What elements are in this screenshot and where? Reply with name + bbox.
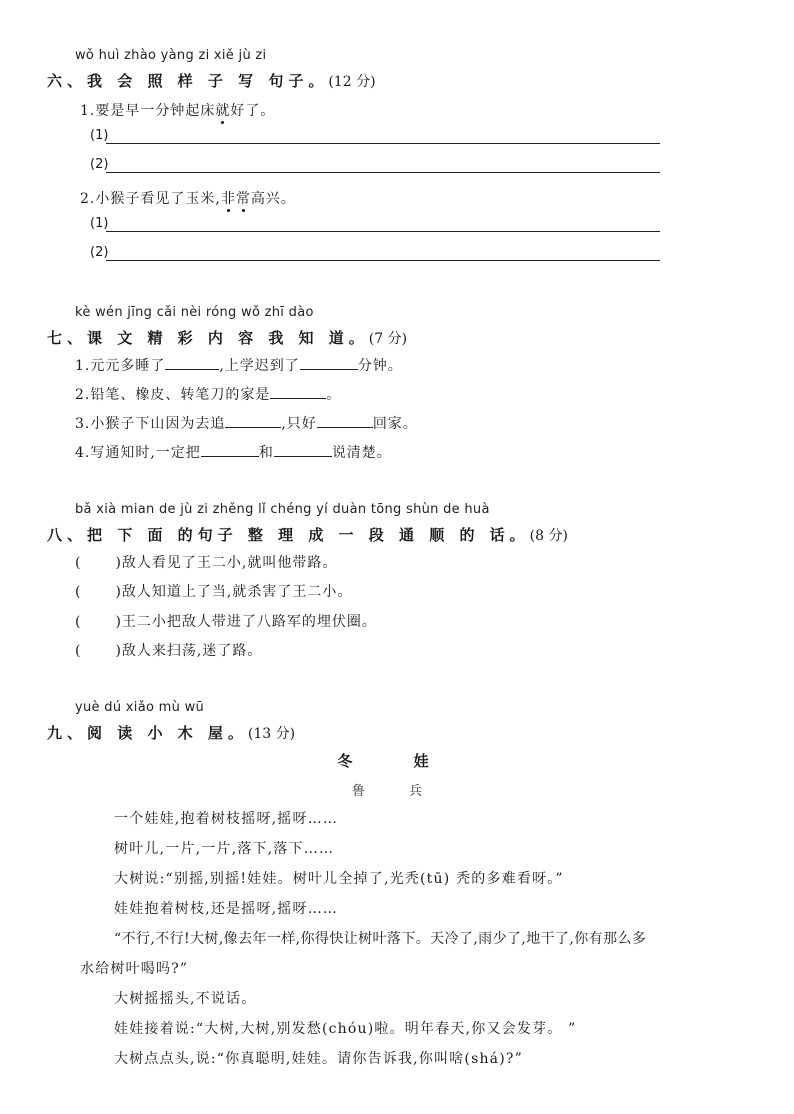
sec7-q3-text-a: 3.小猴子下山因为去追 <box>75 416 226 432</box>
sec6-q1-answer-1[interactable] <box>90 128 660 146</box>
sec7-q2-text-a: 2.铅笔、橡皮、转笔刀的家是 <box>75 387 271 403</box>
answer-line <box>106 260 660 261</box>
sec6-q2-dotted-2: 常 <box>235 191 251 207</box>
sec8-item-text: )敌人知道上了当,就杀害了王二小。 <box>115 584 353 600</box>
fill-blank[interactable] <box>300 357 358 370</box>
sec6-q1-mid: 早一分钟起床 <box>125 103 216 119</box>
sec8-item-text: )敌人看见了王二小,就叫他带路。 <box>115 555 338 571</box>
sec6-q2-answer-2[interactable] <box>90 245 660 263</box>
sec6-q1-post: 好了。 <box>230 103 276 119</box>
sec8-item-1[interactable] <box>75 552 337 572</box>
story-paragraph: 一个娃娃,抱着树枝摇呀,摇呀…… <box>114 811 339 827</box>
sec7-q4-text-c: 说清楚。 <box>331 445 392 461</box>
fill-blank[interactable] <box>225 415 281 428</box>
sec6-q2-post: 高兴。 <box>250 191 296 207</box>
sec7-q4-text-a: 4.写通知时,一定把 <box>75 445 201 461</box>
sec6-q1-answer-2[interactable] <box>90 157 660 175</box>
sec8-item-2[interactable] <box>75 581 352 601</box>
sec6-score: (12 分) <box>328 74 376 90</box>
story-paragraph-continued: 水给树叶喝吗?” <box>80 961 189 977</box>
story-author: 鲁 兵 <box>351 784 443 799</box>
sec6-pinyin: wǒ huì zhào yàng zi xiě jù zi <box>75 48 267 63</box>
fill-blank[interactable] <box>317 415 373 428</box>
sec7-score: (7 分) <box>368 331 408 347</box>
story-paragraph: 大树说:“别摇,别摇!娃娃。树叶儿全掉了,光秃(tū) 秃的多难看呀。” <box>114 871 564 887</box>
answer-line <box>106 231 660 232</box>
fill-blank[interactable] <box>165 357 219 370</box>
answer-line <box>106 143 660 144</box>
sec7-q3 <box>75 413 418 433</box>
sec6-title: 六、我 会 照 样 子 写 句子。 <box>47 72 329 90</box>
sec6-heading <box>47 70 376 91</box>
sec7-q1-text-b: ,上学迟到了 <box>219 358 300 374</box>
story-paragraph: “不行,不行!大树,像去年一样,你得快让树叶落下。天冷了,雨少了,地干了,你有那么多 <box>114 931 647 947</box>
fill-blank[interactable] <box>270 386 326 399</box>
paren-open: ( <box>75 614 82 630</box>
sec7-q3-text-b: ,只好 <box>281 416 317 432</box>
paren-open: ( <box>75 643 82 659</box>
sec8-item-text: )敌人来扫荡,迷了路。 <box>115 643 263 659</box>
sec7-q3-text-c: 回家。 <box>372 416 418 432</box>
fill-blank[interactable] <box>274 444 332 457</box>
sec7-q2-text-b: 。 <box>326 387 342 403</box>
sec7-title: 七、课 文 精 彩 内 容 我 知 道。 <box>47 329 369 347</box>
paren-open: ( <box>75 584 82 600</box>
sec6-q1 <box>80 100 275 120</box>
sec7-q4-text-b: 和 <box>258 445 274 461</box>
answer-label: (2) <box>90 245 109 260</box>
story-paragraph: 树叶儿,一片,一片,落下,落下…… <box>114 841 335 857</box>
sec8-heading <box>47 524 568 545</box>
sec6-q1-pre: 1.要是 <box>80 103 126 119</box>
sec8-title: 八、把 下 面 的句子 整 理 成 一 段 通 顺 的 话。 <box>47 526 530 544</box>
sec7-q1 <box>75 355 403 375</box>
sec8-item-4[interactable] <box>75 640 262 660</box>
answer-line <box>106 172 660 173</box>
sec6-q1-dotted: 就 <box>215 103 231 119</box>
sec7-q1-text-c: 分钟。 <box>357 358 403 374</box>
sec7-q2 <box>75 384 341 404</box>
sec8-score: (8 分) <box>529 528 568 544</box>
paren-open: ( <box>75 555 82 571</box>
sec9-title: 九、阅 读 小 木 屋。 <box>47 724 248 742</box>
sec6-q2 <box>80 188 296 208</box>
sec7-q1-text-a: 1.元元多睡了 <box>75 358 166 374</box>
sec9-score: (13 分) <box>247 726 296 742</box>
fill-blank[interactable] <box>201 444 259 457</box>
sec6-q2-dotted-1: 非 <box>220 191 236 207</box>
story-title: 冬 娃 <box>337 752 457 770</box>
sec6-q2-answer-1[interactable] <box>90 216 660 234</box>
sec7-pinyin: kè wén jīng cǎi nèi róng wǒ zhī dào <box>75 305 314 320</box>
story-paragraph: 娃娃接着说:“大树,大树,别发愁(chóu)啦。明年春天,你又会发芽。 ” <box>114 1021 577 1037</box>
story-paragraph: 娃娃抱着树枝,还是摇呀,摇呀…… <box>114 901 339 917</box>
story-paragraph: 大树摇摇头,不说话。 <box>114 991 257 1007</box>
sec7-heading <box>47 327 407 348</box>
sec8-pinyin: bǎ xià mian de jù zi zhěng lǐ chéng yí duàn tōng shùn de huà <box>75 502 490 517</box>
story-paragraph: 大树点点头,说:“你真聪明,娃娃。请你告诉我,你叫啥(shá)?” <box>114 1051 523 1067</box>
answer-label: (2) <box>90 157 109 172</box>
sec9-heading <box>47 722 295 743</box>
answer-label: (1) <box>90 128 109 143</box>
sec7-q4 <box>75 442 392 462</box>
answer-label: (1) <box>90 216 109 231</box>
sec8-item-3[interactable] <box>75 611 377 631</box>
sec8-item-text: )王二小把敌人带进了八路军的埋伏圈。 <box>115 614 377 630</box>
sec9-pinyin: yuè dú xiǎo mù wū <box>75 700 205 715</box>
sec6-q2-pre: 2.小猴子看见了玉米, <box>80 191 221 207</box>
